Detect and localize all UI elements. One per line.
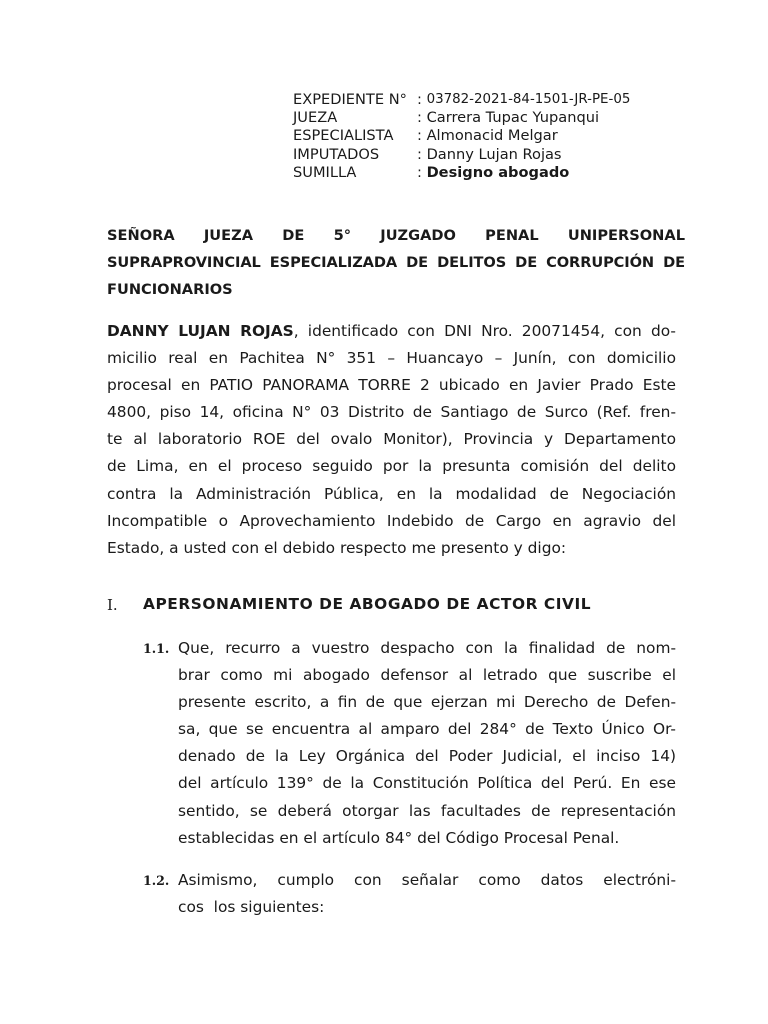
header-label: EXPEDIENTE N° [293,91,407,108]
header-row-especialista [293,127,630,145]
item-number: 1.1. [143,641,170,656]
intro-line: contra la Administración Pública, en la modalidad de Negociación [107,484,676,503]
intro-line-text: , identificado con DNI Nro. 20071454, con do- [293,322,676,340]
header-value: Carrera Tupac Yupanqui [426,109,600,127]
header-value: Almonacid Melgar [426,127,558,145]
intro-line: Estado, a usted con el debido respecto me presento y digo: [107,538,567,557]
intro-paragraph [107,318,676,562]
case-header [293,91,630,182]
item-line: denado de la Ley Orgánica del Poder Judicial, el inciso 14) [178,747,676,766]
item-line: presente escrito, a fin de que ejerzan mi Derecho de Defen- [178,693,676,712]
header-label: IMPUTADOS [293,145,380,163]
item-line: sa, que se encuentra al amparo del 284° de Texto Único Or- [178,720,676,739]
item-number: 1.2. [143,873,170,888]
intro-line: procesal en PATIO PANORAMA TORRE 2 ubicado en Javier Prado Este [107,376,676,395]
header-row-jueza [293,109,630,127]
intro-line: micilio real en Pachitea N° 351 – Huancayo – Junín, con domicilio [107,349,676,368]
header-row-sumilla [293,164,630,182]
header-label: JUEZA [293,109,338,127]
item-line: Asimismo, cumplo con señalar como datos electróni- [178,871,676,889]
header-row-imputados [293,146,630,164]
item-line: del artículo 139° de la Constitución Política del Perú. En ese [178,774,676,793]
item-paragraph [178,867,676,921]
addressee-line: SEÑORA JUEZA DE 5° JUZGADO PENAL UNIPERSONAL [107,227,685,244]
header-label: ESPECIALISTA [293,127,394,145]
section-number: I. [107,596,118,614]
addressee-line: FUNCIONARIOS [107,281,233,298]
header-value: Designo abogado [426,163,570,181]
item-line: cos los siguientes: [178,898,325,917]
addressee-line: SUPRAPROVINCIAL ESPECIALIZADA DE DELITOS DE CORRUPCIÓN DE [107,254,685,271]
item-line: sentido, se deberá otorgar las facultades de representación [178,801,676,820]
party-name: DANNY LUJAN ROJAS [107,322,294,340]
header-separator: : [417,127,427,145]
header-separator: : [417,145,427,163]
header-row-expediente [293,91,630,109]
intro-line: de Lima, en el proceso seguido por la presunta comisión del delito [107,457,676,476]
addressee-block [107,222,685,303]
header-value: Danny Lujan Rojas [426,145,562,163]
intro-line: Incompatible o Aprovechamiento Indebido de Cargo en agravio del [107,511,676,530]
item-line: establecidas en el artículo 84° del Código Procesal Penal. [178,828,620,847]
intro-line: 4800, piso 14, oficina N° 03 Distrito de Santiago de Surco (Ref. fren- [107,403,676,422]
header-separator: : [417,109,427,127]
item-paragraph [178,635,676,852]
intro-line: te al laboratorio ROE del ovalo Monitor), Provincia y Departamento [107,430,676,449]
item-line: brar como mi abogado defensor al letrado que suscribe el [178,666,676,685]
header-label: SUMILLA [293,163,357,181]
header-value: 03782-2021-84-1501-JR-PE-05 [426,92,631,107]
header-separator: : [417,91,427,108]
header-separator: : [417,163,427,181]
item-line: Que, recurro a vuestro despacho con la finalidad de nom- [178,639,676,657]
section-title: APERSONAMIENTO DE ABOGADO DE ACTOR CIVIL [143,595,592,613]
intro-first-line [107,318,676,345]
